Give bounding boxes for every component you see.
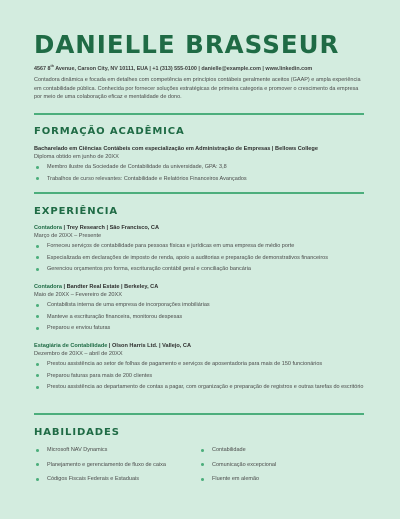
degree-date: Diploma obtido em junho de 20XX: [34, 154, 119, 160]
list-item: Prestou assistência ao departamento de contas a pagar, com organização e preparação de registros e outras tarefas do escritório: [34, 383, 364, 392]
job-role: Estagiária de Contabilidade: [34, 343, 108, 349]
section-divider: [34, 413, 364, 415]
list-item: Planejamento e gerenciamento de fluxo de caixa: [34, 461, 199, 470]
list-item: Manteve a escrituração financeira, monitorou despesas: [34, 313, 364, 322]
job-bullets: [34, 360, 364, 392]
list-item: Forneceu serviços de contabilidade para pessoas físicas e jurídicas em uma empresa de médio porte: [34, 242, 364, 251]
job-bullets: [34, 301, 364, 333]
job-entry: [34, 224, 364, 277]
job-company: | Bandter Real Estate | Berkeley, CA: [61, 284, 159, 290]
job-dates: Dezembro de 20XX – abril de 20XX: [34, 351, 123, 357]
list-item: Preparou e enviou faturas: [34, 324, 364, 333]
resume-name: DANIELLE BRASSEUR: [34, 30, 340, 59]
list-item: Gerenciou orçamentos pro forma, escrituração contábil geral e conciliação bancária: [34, 265, 364, 274]
list-item: Trabalhos de curso relevantes: Contabilidade e Relatórios Financeiros Avançados: [34, 175, 364, 184]
job-role: Contadora: [34, 284, 62, 290]
contact-address-part: 4567 8: [34, 65, 51, 72]
job-role: Contadora: [34, 225, 62, 231]
job-company: | Trey Research | São Francisco, CA: [61, 225, 159, 231]
list-item: Preparou faturas para mais de 200 clientes: [34, 372, 364, 381]
list-item: Comunicação excepcional: [199, 461, 364, 470]
list-item: Contabilista interna de uma empresa de incorporações imobiliárias: [34, 301, 364, 310]
skills-list-right: [199, 446, 364, 490]
experience-heading: EXPERIÊNCIA: [34, 206, 119, 217]
skills-heading: HABILIDADES: [34, 427, 120, 438]
list-item: Membro ilustre da Sociedade de Contabilidade da universidade, GPA: 3,8: [34, 163, 364, 172]
section-divider: [34, 113, 364, 115]
contact-ordinal: th: [50, 64, 54, 68]
list-item: Códigos Fiscais Federais e Estaduais: [34, 475, 199, 484]
job-dates: Maio de 20XX – Fevereiro de 20XX: [34, 292, 122, 298]
degree-line: Bacharelado em Ciências Contábeis com especialização em Administração de Empresas | Bellows College: [34, 146, 318, 152]
section-divider: [34, 192, 364, 194]
list-item: Prestou assistência ao setor de folhas de pagamento e serviços de aposentadoria para mais de 150 funcionários: [34, 360, 364, 369]
education-list: [34, 163, 364, 183]
education-block: [34, 145, 364, 186]
list-item: Especializada em declarações de imposto de renda, apoio a auditorias e preparação de demonstrativos financeiros: [34, 254, 364, 263]
job-title-line: [34, 342, 364, 350]
job-entry: [34, 283, 364, 336]
job-entry: [34, 342, 364, 395]
list-item: Contabilidade: [199, 446, 364, 455]
skills-list-left: [34, 446, 199, 490]
job-title-line: [34, 224, 364, 232]
job-dates: Março de 20XX – Presente: [34, 233, 102, 239]
skills-columns: [34, 444, 364, 490]
contact-line: [34, 64, 369, 72]
job-company: | Olson Harris Ltd. | Vallejo, CA: [107, 343, 191, 349]
job-title-line: [34, 283, 364, 291]
contact-address-rest: Avenue, Carson City, NV 10111, EUA | +1 (313) 555-0100 | danielle@example.com | www.linkedin.com: [53, 65, 313, 72]
list-item: Fluente em alemão: [199, 475, 364, 484]
job-bullets: [34, 242, 364, 274]
summary-paragraph: Contadora dinâmica e focada em detalhes com competência em princípios contábeis geralmente aceitos (GAAP) e ampla experiência em contabilidade pública. Conhecida por fornecer soluções estratégicas de primeira categoria e promover o crescimento da empresa por meio de uma colaboração eficaz e mentalidade de dono.: [34, 77, 361, 101]
education-heading: FORMAÇÃO ACADÊMICA: [34, 126, 185, 137]
list-item: Microsoft NAV Dynamics: [34, 446, 199, 455]
